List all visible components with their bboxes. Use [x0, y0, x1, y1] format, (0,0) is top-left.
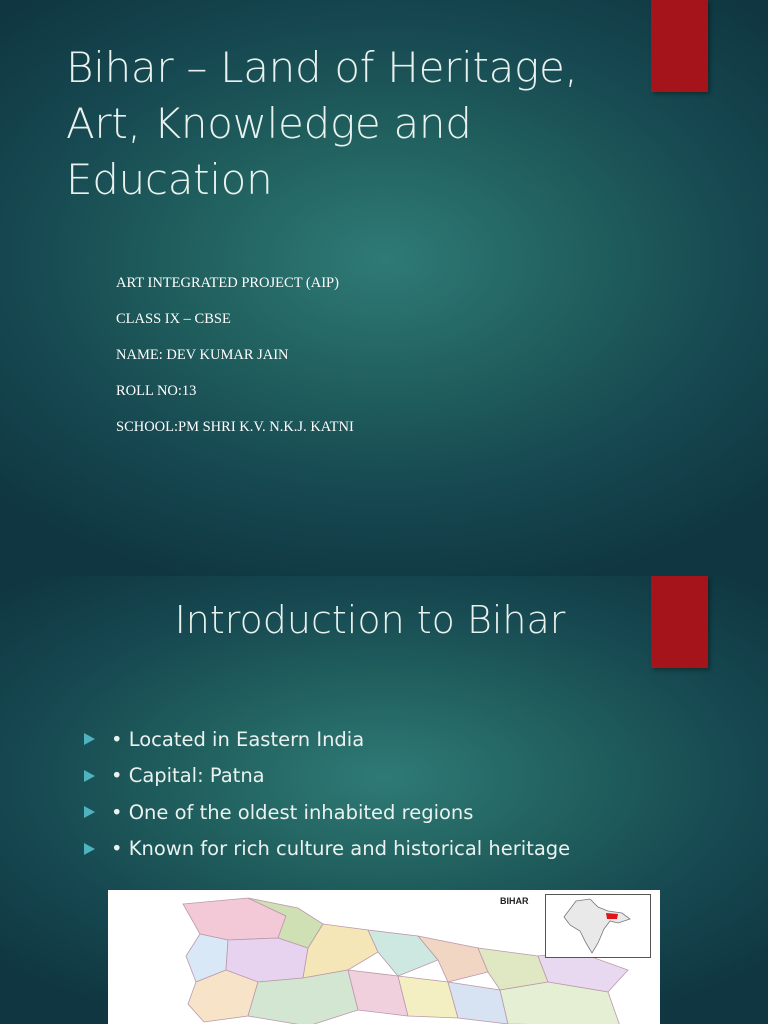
arrow-bullet-icon — [84, 843, 95, 855]
bullet-text: • Capital: Patna — [111, 764, 265, 788]
subtitle-project: ART INTEGRATED PROJECT (AIP) — [116, 275, 339, 291]
list-item — [84, 831, 724, 868]
slide-2 — [0, 576, 768, 1024]
red-accent-bar — [651, 0, 708, 92]
bullet-text: • One of the oldest inhabited regions — [111, 800, 474, 824]
subtitle-roll: ROLL NO:13 — [116, 383, 197, 399]
slide-title: Introduction to Bihar — [174, 598, 566, 642]
subtitle-school: SCHOOL:PM SHRI K.V. N.K.J. KATNI — [116, 419, 354, 435]
arrow-bullet-icon — [84, 733, 95, 745]
arrow-bullet-icon — [84, 806, 95, 818]
map-title: BIHAR — [500, 896, 529, 906]
subtitle-block — [116, 272, 676, 452]
india-inset-map — [545, 894, 651, 958]
subtitle-name: NAME: DEV KUMAR JAIN — [116, 347, 289, 363]
slide-title: Bihar – Land of Heritage, Art, Knowledge and Education — [66, 43, 578, 204]
bullet-text: • Known for rich culture and historical heritage — [111, 837, 571, 861]
subtitle-class: CLASS IX – CBSE — [116, 311, 231, 327]
list-item — [84, 758, 724, 795]
list-item — [84, 794, 724, 831]
bullet-text: • Located in Eastern India — [111, 727, 365, 751]
india-outline-icon — [546, 895, 650, 957]
list-item — [84, 721, 724, 758]
bullet-list — [84, 721, 724, 867]
bihar-map-image — [108, 890, 660, 1024]
arrow-bullet-icon — [84, 770, 95, 782]
